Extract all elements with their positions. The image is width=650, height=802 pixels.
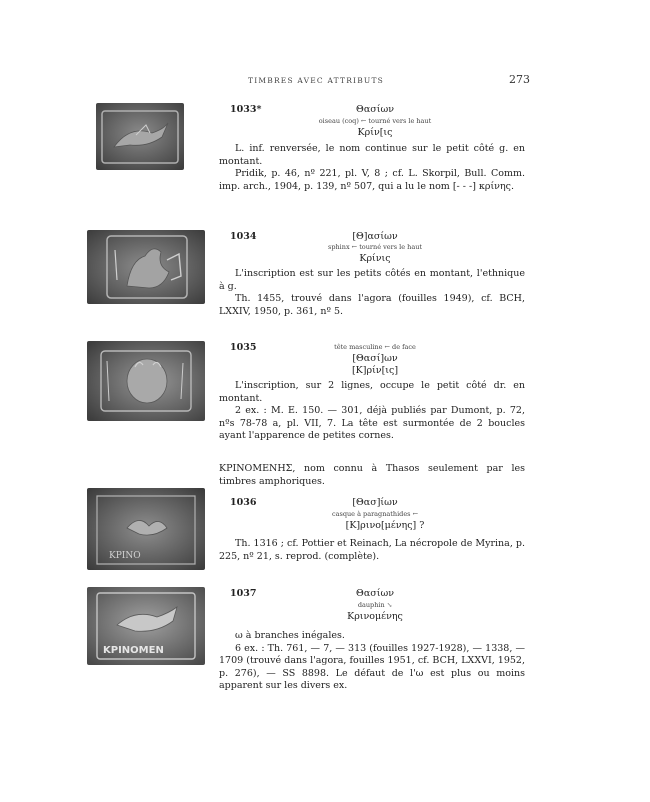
stamp-image-1035 xyxy=(87,341,205,421)
entry-number: 1033* xyxy=(230,104,262,115)
entry-commentary xyxy=(219,143,525,193)
entry-number: 1034 xyxy=(230,231,257,242)
commentary-paragraph: Th. 1316 ; cf. Pottier et Reinach, La nécropole de Myrina, p. 225, nº 21, s. reprod. (complète). xyxy=(219,538,525,562)
stamp-image-1036 xyxy=(87,488,205,570)
commentary-paragraph: Pridik, p. 46, nº 221, pl. V, 8 ; cf. L. Skorpil, Bull. Comm. imp. arch., 1904, p. 139, nº 507, qui a lu le nom [- - -] κρίνης. xyxy=(219,168,525,192)
entry-line: [Θασί]ων xyxy=(352,353,398,364)
stamp-image-1033 xyxy=(96,103,184,170)
commentary-paragraph: Th. 1455, trouvé dans l'agora (fouilles 1949), cf. BCH, LXXIV, 1950, p. 361, nº 5. xyxy=(219,293,525,317)
commentary-paragraph: L'inscription, sur 2 lignes, occupe le petit côté dr. en montant. xyxy=(219,380,525,404)
entry-line: Κρίνις xyxy=(359,253,391,264)
entry-commentary xyxy=(219,538,525,563)
entry-line: [Θ]ασίων xyxy=(352,231,398,242)
stamp-photo-1036 xyxy=(87,488,205,570)
entry-device: casque à paragnathides ← xyxy=(331,510,419,518)
entry-device: tête masculine ← de face xyxy=(334,343,416,351)
entry-line: [Κ]ρινο[μένης] ? xyxy=(345,520,425,531)
commentary-paragraph: L'inscription est sur les petits côtés en montant, l'ethnique à g. xyxy=(219,268,525,292)
section-heading-text: ΚΡΙΝΟΜΕΝΗΣ, nom connu à Thasos seulement par les timbres amphoriques. xyxy=(219,463,525,487)
entry-commentary xyxy=(219,268,525,318)
stamp-photo-1037 xyxy=(87,587,205,665)
commentary-paragraph: 6 ex. : Th. 761, — 7, — 313 (fouilles 1927-1928), — 1338, — 1709 (trouvé dans l'agora, fouilles 1951, cf. BCH, LXXVI, 1952, p. 276), — SS 8898. Le défaut de l'ω est plus ou moins apparent sur les divers ex. xyxy=(219,642,525,691)
commentary-paragraph: 2 ex. : M. E. 150. — 301, déjà publiés par Dumont, p. 72, nºs 78-78 a, pl. VII, 7. La tête est surmontée de 2 boucles ayant l'apparence de petites cornes. xyxy=(219,405,525,441)
entry-line: Κρινομένης xyxy=(347,611,403,622)
page-number: 273 xyxy=(509,73,530,86)
entry-number: 1037 xyxy=(230,588,257,599)
section-heading xyxy=(219,463,525,488)
entry-line: Κρίν[ις xyxy=(357,127,393,138)
commentary-paragraph: ω à branches inégales. xyxy=(235,630,345,641)
commentary-paragraph: L. inf. renversée, le nom continue sur le petit côté g. en montant. xyxy=(219,143,525,167)
entry-device: dauphin ↘ xyxy=(357,601,393,609)
entry-device: sphinx ← tourné vers le haut xyxy=(328,243,422,251)
stamp-image-1037 xyxy=(87,587,205,665)
stamp-photo-1034 xyxy=(87,230,205,304)
entry-device: oiseau (coq) ← tourné vers le haut xyxy=(318,117,432,125)
entry-line: Θασίων xyxy=(356,588,394,599)
entry-commentary xyxy=(219,630,525,693)
stamp-legend: ΚΡΙΝΟΜΕΝ xyxy=(103,645,164,656)
running-title: TIMBRES AVEC ATTRIBUTS xyxy=(248,76,384,85)
stamp-photo-1033 xyxy=(96,103,184,170)
stamp-legend: ΚΡΙΝΟ xyxy=(109,551,141,561)
stamp-image-1034 xyxy=(87,230,205,304)
entry-commentary xyxy=(219,380,525,443)
entry-line: [Κ]ρίν[ις] xyxy=(351,365,399,376)
entry-number: 1036 xyxy=(230,497,257,508)
stamp-photo-1035 xyxy=(87,341,205,421)
entry-line: [Θασ]ίων xyxy=(352,497,398,508)
entry-line: Θασίων xyxy=(356,104,394,115)
entry-number: 1035 xyxy=(230,342,257,353)
